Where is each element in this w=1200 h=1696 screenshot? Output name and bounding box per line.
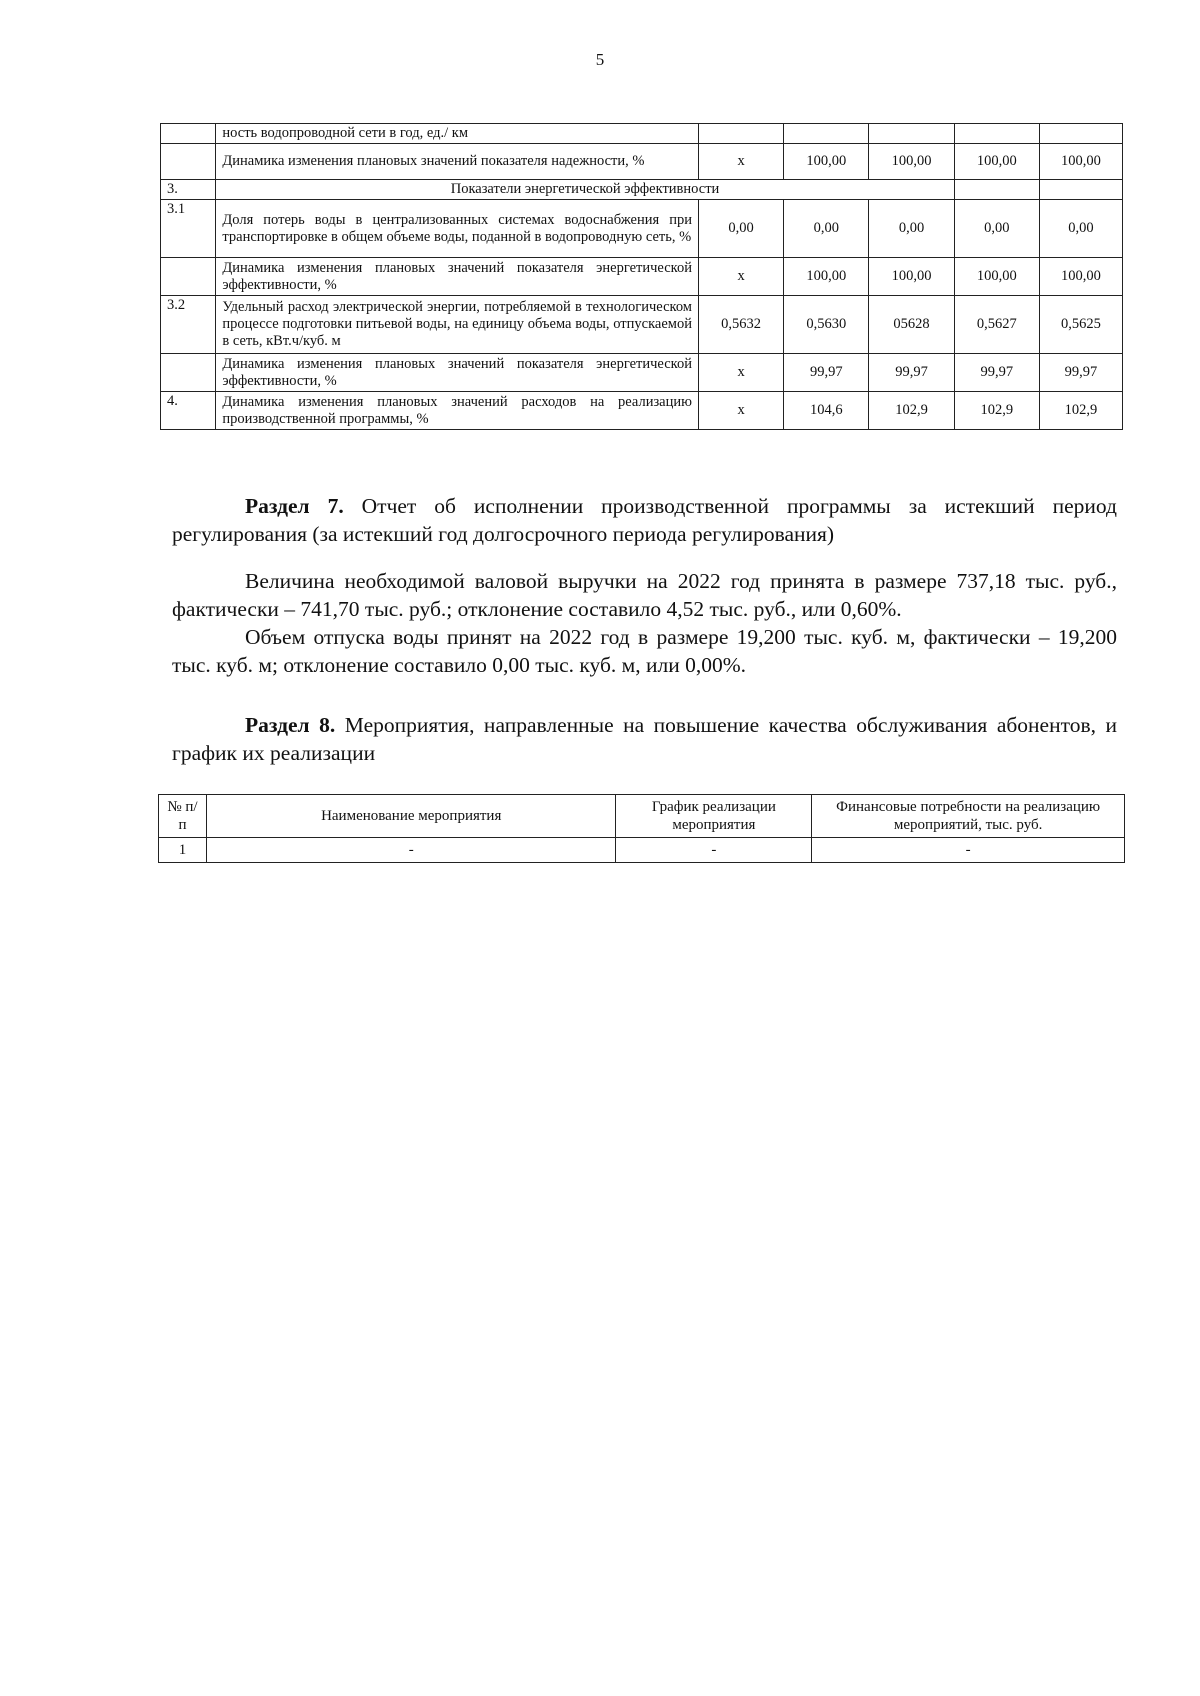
- table-row: [161, 258, 1123, 296]
- value-cell: 0,5627: [954, 296, 1039, 354]
- table-row: [159, 838, 1125, 863]
- value-cell: 99,97: [784, 354, 869, 392]
- value-cell: 104,6: [784, 392, 869, 430]
- row-number-cell: [161, 354, 216, 392]
- value-cell: 0,5630: [784, 296, 869, 354]
- value-cell: х: [698, 392, 783, 430]
- measures-table: [158, 794, 1125, 863]
- table-section-row: [161, 180, 1123, 200]
- value-cell: 99,97: [1039, 354, 1122, 392]
- section-7-body: [172, 567, 1117, 679]
- value-cell: 102,9: [954, 392, 1039, 430]
- value-cell: 100,00: [1039, 258, 1122, 296]
- value-cell: х: [698, 258, 783, 296]
- description-cell: Динамика изменения плановых значений показателя энергетической эффективности, %: [216, 258, 699, 296]
- header-cell-number: № п/п: [159, 795, 207, 838]
- value-cell: 0,5632: [698, 296, 783, 354]
- value-cell: [784, 124, 869, 144]
- indicators-table: [160, 123, 1123, 430]
- table-row: [161, 124, 1123, 144]
- row-number-cell: [161, 258, 216, 296]
- value-cell: 100,00: [784, 258, 869, 296]
- value-cell: 100,00: [869, 258, 954, 296]
- header-cell-financing: Финансовые потребности на реализацию мероприятий, тыс. руб.: [812, 795, 1125, 838]
- value-cell: [698, 124, 783, 144]
- section-7-heading: [172, 492, 1117, 548]
- value-cell: 0,00: [954, 200, 1039, 258]
- table-row: [161, 392, 1123, 430]
- description-cell: Динамика изменения плановых значений расходов на реализацию производственной программы, %: [216, 392, 699, 430]
- header-cell-schedule: График реализации мероприятия: [616, 795, 812, 838]
- value-cell: 100,00: [954, 258, 1039, 296]
- value-cell: 100,00: [784, 144, 869, 180]
- value-cell: х: [698, 144, 783, 180]
- empty-cell: [1039, 180, 1122, 200]
- table-cell: 1: [159, 838, 207, 863]
- value-cell: [954, 124, 1039, 144]
- value-cell: [869, 124, 954, 144]
- description-cell: Доля потерь воды в централизованных системах водоснабжения при транспортировке в общем объеме воды, поданной в водопроводную сеть, %: [216, 200, 699, 258]
- section-7-label: Раздел 7.: [245, 494, 344, 518]
- value-cell: 0,00: [1039, 200, 1122, 258]
- value-cell: 99,97: [869, 354, 954, 392]
- table-row: [161, 144, 1123, 180]
- table-cell: -: [616, 838, 812, 863]
- row-number-cell: [161, 124, 216, 144]
- section-7-title: Отчет об исполнении производственной программы за истекший период регулирования (за истекший год долгосрочного периода регулирования): [172, 494, 1118, 546]
- value-cell: 102,9: [869, 392, 954, 430]
- value-cell: 99,97: [954, 354, 1039, 392]
- row-number-cell: 3.2: [161, 296, 216, 354]
- value-cell: [1039, 124, 1122, 144]
- table-row: [161, 354, 1123, 392]
- section-8-title: Мероприятия, направленные на повышение качества обслуживания абонентов, и график их реализации: [172, 713, 1117, 765]
- section-title-cell: Показатели энергетической эффективности: [216, 180, 954, 200]
- empty-cell: [954, 180, 1039, 200]
- description-cell: Динамика изменения плановых значений показателя надежности, %: [216, 144, 699, 180]
- value-cell: 0,00: [869, 200, 954, 258]
- value-cell: 100,00: [869, 144, 954, 180]
- value-cell: 0,00: [698, 200, 783, 258]
- description-cell: Динамика изменения плановых значений показателя энергетической эффективности, %: [216, 354, 699, 392]
- table-cell: -: [812, 838, 1125, 863]
- value-cell: 102,9: [1039, 392, 1122, 430]
- section-8-heading: [172, 711, 1117, 767]
- value-cell: х: [698, 354, 783, 392]
- value-cell: 100,00: [1039, 144, 1122, 180]
- value-cell: 0,00: [784, 200, 869, 258]
- row-number-cell: 3.: [161, 180, 216, 200]
- table-row: [161, 200, 1123, 258]
- value-cell: 0,5625: [1039, 296, 1122, 354]
- table-header-row: [159, 795, 1125, 838]
- section-7-paragraph: Объем отпуска воды принят на 2022 год в размере 19,200 тыс. куб. м, фактически – 19,200 тыс. куб. м; отклонение составило 0,00 тыс. куб. м, или 0,00%.: [172, 625, 1117, 677]
- header-cell-name: Наименование мероприятия: [206, 795, 616, 838]
- row-number-cell: 3.1: [161, 200, 216, 258]
- table-cell: -: [206, 838, 616, 863]
- section-7-paragraph: Величина необходимой валовой выручки на 2022 год принята в размере 737,18 тыс. руб., фактически – 741,70 тыс. руб.; отклонение составило 4,52 тыс. руб., или 0,60%.: [172, 569, 1117, 621]
- page-number: 5: [595, 50, 605, 69]
- table-row: [161, 296, 1123, 354]
- value-cell: 05628: [869, 296, 954, 354]
- value-cell: 100,00: [954, 144, 1039, 180]
- description-cell: ность водопроводной сети в год, ед./ км: [216, 124, 699, 144]
- row-number-cell: [161, 144, 216, 180]
- section-8-label: Раздел 8.: [245, 713, 336, 737]
- description-cell: Удельный расход электрической энергии, потребляемой в технологическом процессе подготовки питьевой воды, на единицу объема воды, отпускаемой в сеть, кВт.ч/куб. м: [216, 296, 699, 354]
- row-number-cell: 4.: [161, 392, 216, 430]
